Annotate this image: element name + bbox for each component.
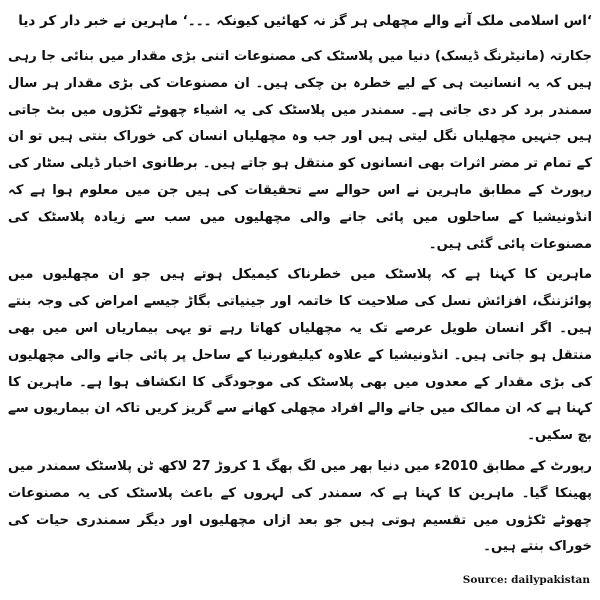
article-headline: ‘اس اسلامی ملک آنے والے مچھلی ہر گز نہ کھائیں کیونکہ ۔۔۔‘ ماہرین نے خبر دار کر دیا: [18, 13, 592, 29]
article-paragraph-3: رپورٹ کے مطابق 2010ء میں دنیا بھر میں لگ بھگ 1 کروڑ 27 لاکھ ٹن پلاسٹک سمندر میں پھینکا گیا۔ ماہرین کا کہنا ہے کہ سمندر کی لہروں کے باعث پلاسٹک کی یہ مصنوعات چھوٹے ٹکڑوں میں تقسیم ہوتی ہیں جو بعد ازاں مچھلیوں اور دیگر سمندری حیات کی خوراک بنتے ہیں۔: [8, 458, 592, 555]
article-paragraph-2: ماہرین کا کہنا ہے کہ پلاسٹک میں خطرناک کیمیکل ہوتے ہیں جو ان مچھلیوں میں پوائزننگ، افزائش نسل کی صلاحیت کا خاتمہ اور جینیاتی بگاڑ جیسے امراض کی وجہ بنتے ہیں۔ اگر انسان طویل عرصے تک یہ مچھلیاں کھاتا رہے تو یہی بیماریاں اس میں بھی منتقل ہو جاتی ہیں۔ انڈونیشیا کے علاوہ کیلیفورنیا کے ساحل پر پائی جانے والی مچھلیوں کی بڑی مقدار کے معدوں میں بھی پلاسٹک کی موجودگی کا انکشاف ہوا ہے۔ ماہرین کا کہنا ہے کہ ان ممالک میں جانے والے افراد مچھلی کھانے سے گریز کریں تاکہ ان بیماریوں سے بچ سکیں۔: [8, 267, 592, 444]
news-article: [8, 8, 592, 592]
article-source: Source: dailypakistan: [462, 574, 590, 586]
article-paragraph-1: جکارتہ (مانیٹرنگ ڈیسک) دنیا میں پلاسٹک کی مصنوعات اتنی بڑی مقدار میں بنائی جا رہی ہیں کہ یہ انسانیت ہی کے لیے خطرہ بن چکی ہیں۔ ان مصنوعات کی بڑی مقدار ہر سال سمندر برد کر دی جاتی ہے۔ سمندر میں پلاسٹک کی یہ اشیاء چھوٹے ٹکڑوں میں بٹ جاتی ہیں جنہیں مچھلیاں نگل لیتی ہیں اور جب وہ مچھلیاں انسان کی خوراک بنتی ہیں تو ان کے تمام تر مضر اثرات بھی انسانوں کو منتقل ہو جاتے ہیں۔ برطانوی اخبار ڈیلی سٹار کی رپورٹ کے مطابق ماہرین نے اس حوالے سے تحقیقات کی ہیں جن میں معلوم ہوا ہے کہ انڈونیشیا کے ساحلوں میں پائی جانے والی مچھلیوں میں سب سے زیادہ پلاسٹک کی مصنوعات پائی گئی ہیں۔: [8, 49, 592, 252]
